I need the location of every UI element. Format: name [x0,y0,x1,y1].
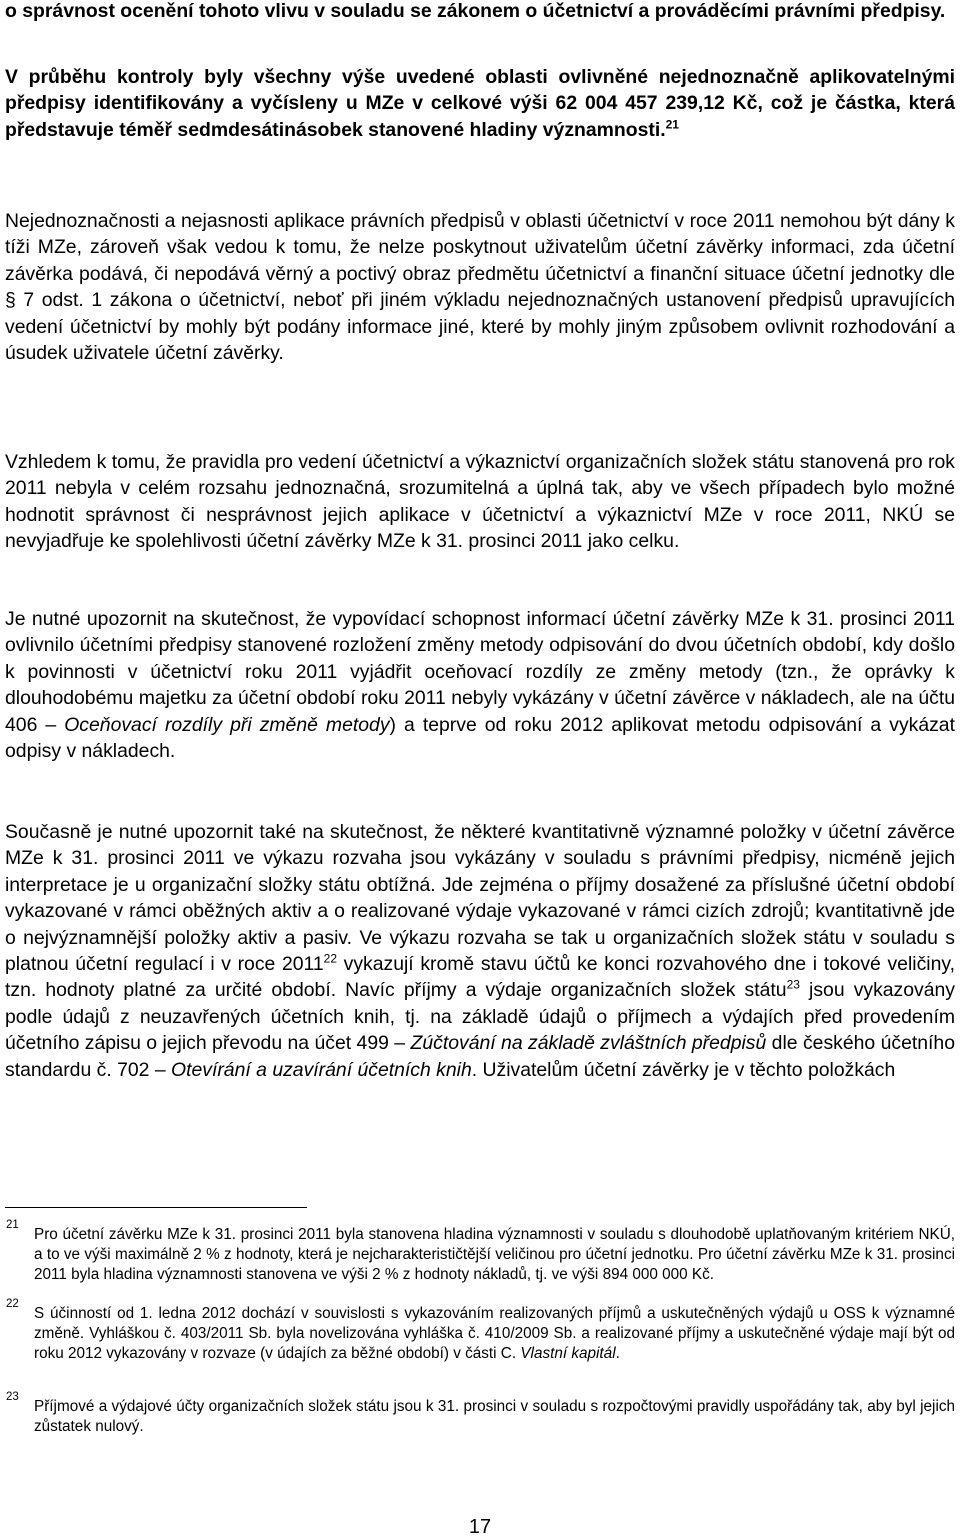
paragraph-balance-sheet [5,819,955,1083]
paragraph-text: jsou vykazovány podle údajů z neuzavřených účetních knih, tj. na základě údajů o příjmech a výdajích před provedením účetního zápisu o jejich převodu na účet 499 – [5,979,955,1055]
paragraph-text: V průběhu kontroly byly všechny výše uvedené oblasti ovlivněné nejednoznačně aplikovatelnými předpisy identifikovány a vyčísleny u MZe v celkové výši 62 004 457 239,12 Kč, což je částka, která představuje téměř sedmdesátinásobek stanovené hladiny významnosti. [5,66,955,141]
footnote-text [34,1304,955,1363]
paragraph-intro-continuation [5,0,955,24]
footnote-text: Příjmové a výdajové účty organizačních složek státu jsou k 31. prosinci v souladu s rozpočtovými pravidly uspořádány tak, aby byl jejich zůstatek nulový. [34,1398,955,1435]
footnote-number: 21 [6,1219,19,1231]
footnote-number: 23 [6,1391,19,1403]
footnote-ref-22[interactable]: 22 [323,951,338,966]
footnote-number: 22 [6,1298,19,1310]
footnote-ref-21[interactable]: 21 [665,117,679,132]
paragraph-nku-opinion [5,449,955,555]
paragraph-text: ) a teprve od roku 2012 aplikovat metodu odpisování a vykázat odpisy v nákladech. [5,713,955,763]
paragraph-text: . Uživatelům účetní závěrky je v těchto položkách [471,1058,896,1081]
paragraph-text: Nejednoznačnosti a nejasnosti aplikace právních předpisů v oblasti účetnictví v roce 2011 nemohou být dány k tíži MZe, zároveň však vedou k tomu, že nelze poskytnout uživatelům účetní závěrky informaci, zda účetní závěrka podává, či nepodává věrný a poctivý obraz předmětu účetnictví a finanční situace účetní jednotky dle § 7 odst. 1 zákona o účetnictví, neboť při jiném výkladu nejednoznačných ustanovení předpisů upravujících vedení účetnictví by mohly být podány informace jiné, které by mohly jiným způsobem ovlivnit rozhodování a úsudek uživatele účetní závěrky. [5,210,955,365]
footnote-ref-23[interactable]: 23 [786,977,800,992]
page-number: 17 [468,1516,492,1538]
paragraph-text: o správnost ocenění tohoto vlivu v souladu se zákonem o účetnictví a prováděcími právními předpisy. [5,0,946,22]
footnote-text-part: S účinností od 1. ledna 2012 dochází v souvislosti s vykazováním realizovaných příjmů a uskutečněných výdajů u OSS k významné změně. Vyhláškou č. 403/2011 Sb. byla novelizována vyhláška č. 410/2009 Sb. a realizované příjmy a uskutečněné výdaje mají být od roku 2012 vykazovány v rozvaze (v údajích za běžné období) v části C. [34,1305,955,1362]
paragraph-text: Je nutné upozornit na skutečnost, že vypovídací schopnost informací účetní závěrky MZe k 31. prosinci 2011 ovlivnilo účetními předpisy stanovené rozložení změny metody odpisování do dvou účetních období, kdy došlo k povinnosti v účetnictví roku 2011 vyjádřit oceňovací rozdíly ze změny metody (tzn., že oprávky k dlouhodobému majetku za účetní období roku 2011 nebyly vykázány v účetní závěrce v nákladech, ale na účtu 406 – [5,608,955,736]
paragraph-identified-amount [5,64,955,143]
account-name-italic: Zúčtování na základě zvláštních předpisů [410,1032,767,1055]
paragraph-text: Vzhledem k tomu, že pravidla pro vedení účetnictví a výkaznictví organizačních složek státu stanovená pro rok 2011 nebyla v celém rozsahu jednoznačná, srozumitelná a úplná tak, aby ve všech případech bylo možné hodnotit správnost či nesprávnost jejich aplikace v účetnictví a výkaznictví MZe v roce 2011, NKÚ se nevyjadřuje ke spolehlivosti účetní závěrky MZe k 31. prosinci 2011 jako celku. [5,451,955,553]
paragraph-text: dle českého účetního standardu č. 702 – [5,1032,955,1081]
footnote-text: Pro účetní závěrku MZe k 31. prosinci 2011 byla stanovena hladina významnosti v souladu s dlouhodobě uplatňovaným kritériem NKÚ, a to ve výši maximálně 2 % z hodnoty, která je nejcharakterističtější veličinou pro účetní jednotku. Pro účetní závěrku MZe k 31. prosinci 2011 byla hladina významnosti stanovena ve výši 2 % z hodnoty nákladů, tj. ve výši 894 000 000 Kč. [34,1226,955,1283]
footnote-text-italic: Vlastní kapitál [520,1344,616,1362]
paragraph-depreciation [5,606,955,764]
paragraph-text: Současně je nutné upozornit také na skutečnost, že některé kvantitativně významné položky v účetní závěrce MZe k 31. prosinci 2011 ve výkazu rozvaha jsou vykázány v souladu s právními předpisy, nicméně jejich interpretace je u organizační složky státu obtížná. Jde zejména o příjmy dosažené za příslušné účetní období vykazované v rámci oběžných aktiv a o realizované výdaje vykazované v rámci cizích zdrojů; kvantitativně jde o nejvýznamnější položky aktiv a pasiv. Ve výkazu rozvaha se tak u organizačních složek státu v souladu s platnou účetní regulací i v roce 2011 [5,821,955,976]
standard-name-italic: Otevírání a uzavírání účetních knih [171,1058,472,1081]
paragraph-text: vykazují kromě stavu účtů ke konci rozvahového dne i tokové veličiny, tzn. hodnoty platné za určité období. Navíc příjmy a výdaje organizačních složek státu [5,953,955,1002]
paragraph-ambiguities [5,208,955,366]
account-name-italic: Oceňovací rozdíly při změně metody [64,713,390,736]
footnote-text-part: . [615,1344,620,1362]
footnote-divider [5,1207,307,1208]
